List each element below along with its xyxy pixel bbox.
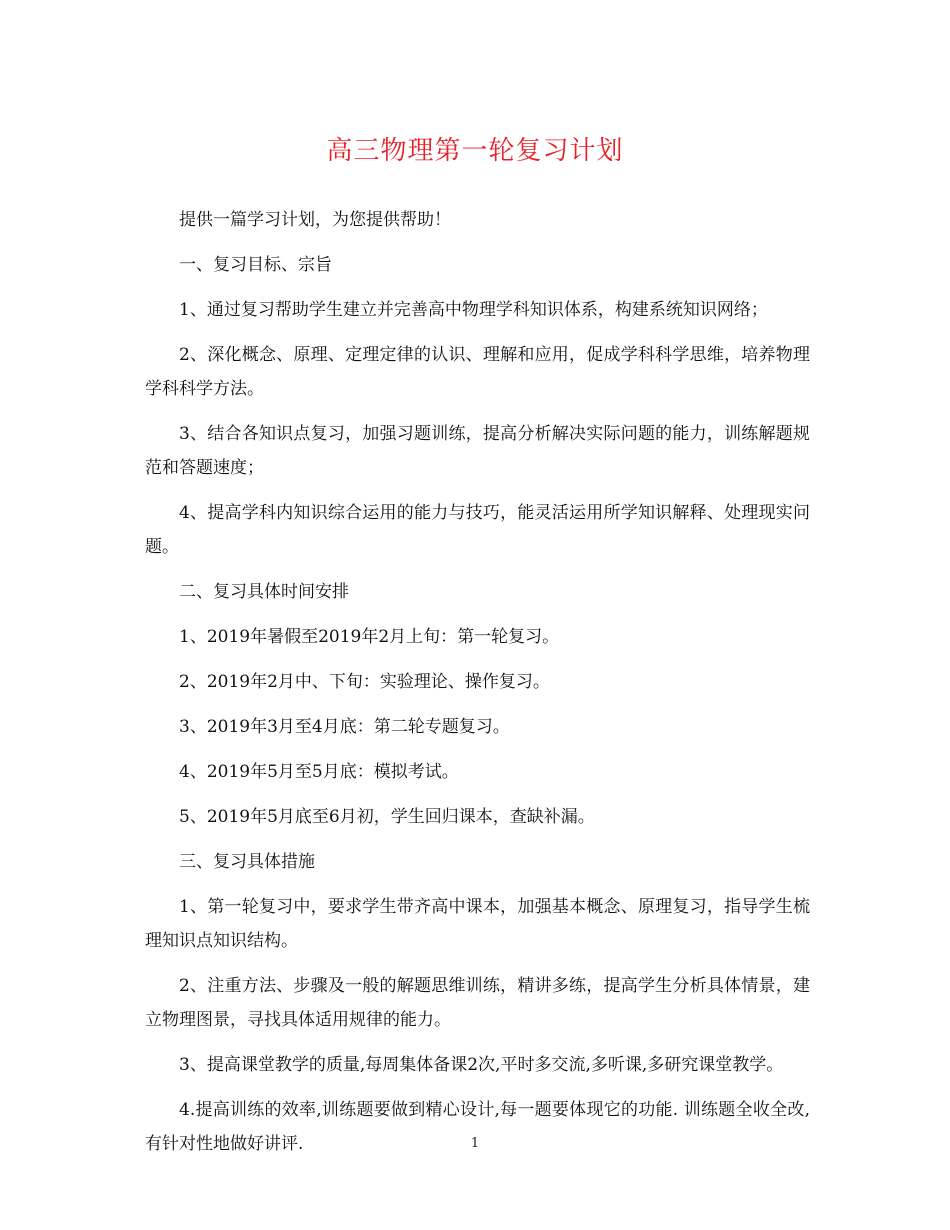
paragraph-schedule-4: 4、2019年5月至5月底：模拟考试。 — [179, 762, 459, 782]
paragraph-schedule-2: 2、2019年2月中、下旬：实验理论、操作复习。 — [179, 672, 550, 692]
section-heading-schedule: 二、复习具体时间安排 — [179, 582, 349, 602]
paragraph-measure-1: 1、第一轮复习中，要求学生带齐高中课本，加强基本概念、原理复习，指导学生梳理知识点知识结构。 — [145, 897, 810, 951]
paragraph-measure-3: 3、提高课堂教学的质量,每周集体备课2次,平时多交流,多听课,多研究课堂教学。 — [179, 1055, 784, 1075]
paragraph-schedule-1: 1、2019年暑假至2019年2月上旬：第一轮复习。 — [179, 627, 560, 647]
section-heading-goals: 一、复习目标、宗旨 — [179, 255, 332, 275]
document-body — [145, 203, 810, 1172]
paragraph-measure-4: 4.提高训练的效率,训练题要做到精心设计,每一题要体现它的功能. 训练题全收全改,有针对性地做好讲评. — [145, 1100, 810, 1154]
paragraph-goal-1: 1、通过复习帮助学生建立并完善高中物理学科知识体系，构建系统知识网络； — [179, 300, 768, 320]
paragraph-goal-3: 3、结合各知识点复习，加强习题训练，提高分析解决实际问题的能力，训练解题规范和答题速度； — [145, 424, 810, 478]
paragraph-schedule-5: 5、2019年5月底至6月初，学生回归课本，查缺补漏。 — [179, 807, 595, 827]
paragraph-intro: 提供一篇学习计划，为您提供帮助！ — [179, 210, 451, 230]
page-number: 1 — [470, 1136, 480, 1151]
document-title: 高三物理第一轮复习计划 — [326, 136, 624, 166]
section-heading-measures: 三、复习具体措施 — [179, 852, 315, 872]
paragraph-schedule-3: 3、2019年3月至4月底：第二轮专题复习。 — [179, 717, 510, 737]
paragraph-goal-4: 4、提高学科内知识综合运用的能力与技巧，能灵活运用所学知识解释、处理现实问题。 — [145, 503, 810, 557]
paragraph-goal-2: 2、深化概念、原理、定理定律的认识、理解和应用，促成学科科学思维，培养物理学科科学方法。 — [145, 345, 810, 399]
paragraph-measure-2: 2、注重方法、步骤及一般的解题思维训练，精讲多练，提高学生分析具体情景，建立物理图景，寻找具体适用规律的能力。 — [145, 976, 810, 1030]
